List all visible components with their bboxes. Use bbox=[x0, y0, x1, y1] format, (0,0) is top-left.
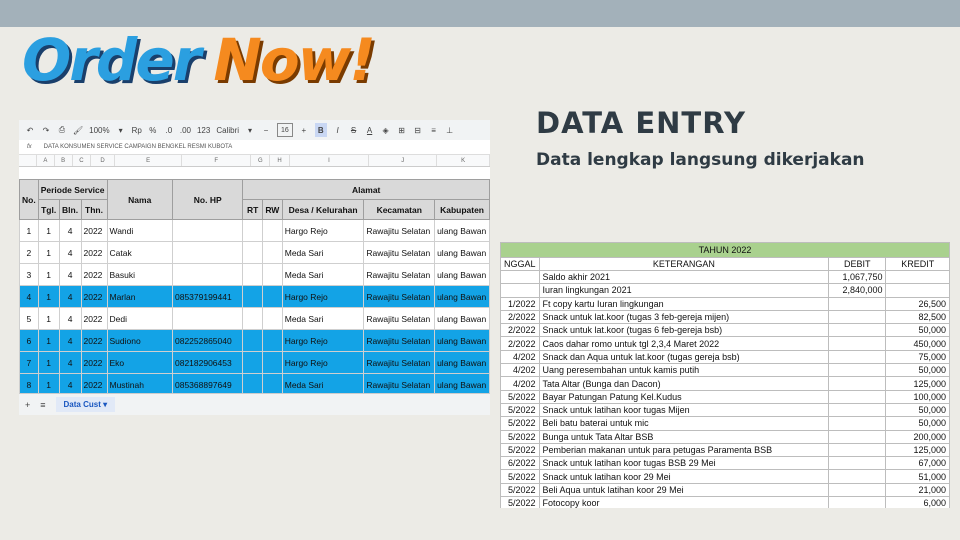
cell-kec[interactable]: Rawajitu Selatan bbox=[364, 374, 435, 396]
header-nama: Nama bbox=[107, 180, 172, 220]
ledger-row bbox=[501, 284, 950, 297]
header-thn: Thn. bbox=[81, 200, 107, 220]
cell-kredit[interactable]: 67,000 bbox=[886, 457, 950, 470]
year-title: TAHUN 2022 bbox=[501, 243, 950, 258]
promo-word-now: Now! bbox=[213, 26, 374, 94]
sheet-toolbar bbox=[19, 120, 490, 140]
table-row bbox=[20, 220, 490, 242]
header-bln: Bln. bbox=[59, 200, 81, 220]
cell-rt[interactable] bbox=[243, 264, 262, 286]
cell-ket[interactable]: Saldo akhir 2021 bbox=[539, 271, 829, 284]
cell-tgl[interactable]: 2/2022 bbox=[501, 310, 540, 323]
valign-icon[interactable]: ⊥ bbox=[446, 125, 454, 135]
section-subheading: Data lengkap langsung dikerjakan bbox=[536, 150, 865, 170]
cell-no[interactable]: 5 bbox=[20, 308, 39, 330]
top-band bbox=[0, 0, 960, 27]
decrease-decimal-button[interactable]: .0 bbox=[165, 125, 173, 135]
cell-thn[interactable]: 2022 bbox=[81, 242, 107, 264]
font-size-increase-button[interactable]: + bbox=[301, 125, 307, 135]
cell-nama[interactable]: Basuki bbox=[107, 264, 172, 286]
cell-ket[interactable]: Pemberian makanan untuk para petugas Paramenta BSB bbox=[539, 443, 829, 456]
cell-kredit[interactable]: 6,000 bbox=[886, 497, 950, 508]
zoom-select[interactable]: 100% bbox=[89, 125, 110, 135]
cell-debit[interactable] bbox=[829, 350, 886, 363]
table-row bbox=[20, 308, 490, 330]
cell-desa[interactable]: Hargo Rejo bbox=[282, 220, 364, 242]
cell-hp[interactable]: 082252865040 bbox=[172, 330, 242, 352]
cell-kec[interactable]: Rawajitu Selatan bbox=[364, 352, 435, 374]
cell-bln[interactable]: 4 bbox=[59, 330, 81, 352]
paint-format-icon[interactable]: 🖌 bbox=[73, 125, 84, 135]
cell-tgl[interactable]: 1 bbox=[38, 242, 59, 264]
cell-kredit[interactable]: 51,000 bbox=[886, 470, 950, 483]
table-header-row bbox=[20, 180, 490, 200]
cell-ket[interactable]: Snack untuk lat.koor (tugas 3 feb-gereja mijen) bbox=[539, 310, 829, 323]
header-no: No. bbox=[20, 180, 39, 220]
header-kredit: KREDIT bbox=[886, 258, 950, 271]
header-rw: RW bbox=[262, 200, 282, 220]
cell-tgl[interactable]: 1 bbox=[38, 330, 59, 352]
header-kec: Kecamatan bbox=[364, 200, 435, 220]
ledger-row bbox=[501, 497, 950, 508]
cell-kab[interactable]: ulang Bawan bbox=[435, 374, 490, 396]
cell-kab[interactable]: ulang Bawan bbox=[435, 264, 490, 286]
cell-nama[interactable]: Marlan bbox=[107, 286, 172, 308]
cell-kredit[interactable] bbox=[886, 284, 950, 297]
col-letter[interactable]: J bbox=[369, 155, 437, 166]
header-kab: Kabupaten bbox=[435, 200, 490, 220]
cell-rw[interactable] bbox=[262, 308, 282, 330]
cell-rt[interactable] bbox=[243, 330, 262, 352]
undo-icon[interactable]: ↶ bbox=[26, 125, 34, 135]
cell-desa[interactable]: Meda Sari bbox=[282, 264, 364, 286]
cell-hp[interactable]: 085368897649 bbox=[172, 374, 242, 396]
sheet-tab-data-cust[interactable]: Data Cust ▾ bbox=[56, 397, 116, 412]
print-icon[interactable]: ⎙ bbox=[58, 125, 66, 134]
add-sheet-button[interactable]: + bbox=[25, 399, 31, 410]
cell-thn[interactable]: 2022 bbox=[81, 374, 107, 396]
ledger-row bbox=[501, 430, 950, 443]
header-desa: Desa / Kelurahan bbox=[282, 200, 364, 220]
cell-ket[interactable]: Snack dan Aqua untuk lat.koor (tugas gereja bsb) bbox=[539, 350, 829, 363]
table-subheader-row bbox=[20, 200, 490, 220]
cell-rw[interactable] bbox=[262, 242, 282, 264]
cell-debit[interactable] bbox=[829, 403, 886, 416]
cell-bln[interactable]: 4 bbox=[59, 220, 81, 242]
cell-nama[interactable]: Catak bbox=[107, 242, 172, 264]
col-letter[interactable]: H bbox=[270, 155, 289, 166]
cell-ket[interactable]: Snack untuk latihan koor 29 Mei bbox=[539, 470, 829, 483]
cell-tgl[interactable]: 5/2022 bbox=[501, 497, 540, 508]
cell-hp[interactable]: 085379199441 bbox=[172, 286, 242, 308]
year-row bbox=[501, 243, 950, 258]
cell-bln[interactable]: 4 bbox=[59, 352, 81, 374]
cell-bln[interactable]: 4 bbox=[59, 242, 81, 264]
cell-tgl[interactable]: 5/2022 bbox=[501, 417, 540, 430]
cell-debit[interactable] bbox=[829, 364, 886, 377]
cell-no[interactable]: 7 bbox=[20, 352, 39, 374]
cell-kredit[interactable]: 125,000 bbox=[886, 443, 950, 456]
ledger-header-row bbox=[501, 258, 950, 271]
ledger-row bbox=[501, 470, 950, 483]
cell-tgl[interactable]: 2/2022 bbox=[501, 324, 540, 337]
customer-spreadsheet bbox=[19, 120, 490, 415]
cell-kab[interactable]: ulang Bawan bbox=[435, 330, 490, 352]
cell-debit[interactable] bbox=[829, 457, 886, 470]
redo-icon[interactable]: ↷ bbox=[42, 125, 50, 135]
cell-rt[interactable] bbox=[243, 242, 262, 264]
cell-debit[interactable] bbox=[829, 497, 886, 508]
header-debit: DEBIT bbox=[829, 258, 886, 271]
table-row bbox=[20, 352, 490, 374]
cell-tgl[interactable]: 2/2022 bbox=[501, 337, 540, 350]
col-letter[interactable]: A bbox=[37, 155, 54, 166]
cell-tgl[interactable]: 5/2022 bbox=[501, 470, 540, 483]
header-tgl: Tgl. bbox=[38, 200, 59, 220]
cell-hp[interactable]: 082182906453 bbox=[172, 352, 242, 374]
cell-rw[interactable] bbox=[262, 220, 282, 242]
cell-ket[interactable]: Uang peresembahan untuk kamis putih bbox=[539, 364, 829, 377]
col-letter[interactable]: F bbox=[182, 155, 251, 166]
ledger-row bbox=[501, 350, 950, 363]
ledger-row bbox=[501, 337, 950, 350]
fill-color-icon[interactable]: ◈ bbox=[382, 125, 389, 135]
promo-word-order: Order bbox=[22, 26, 200, 94]
cell-debit[interactable] bbox=[829, 470, 886, 483]
cell-kab[interactable]: ulang Bawan bbox=[435, 352, 490, 374]
cell-kredit[interactable]: 50,000 bbox=[886, 403, 950, 416]
cell-ket[interactable]: Ft copy kartu Iuran lingkungan bbox=[539, 297, 829, 310]
cell-kredit[interactable]: 21,000 bbox=[886, 483, 950, 496]
cell-kredit[interactable]: 50,000 bbox=[886, 364, 950, 377]
cell-rw[interactable] bbox=[262, 264, 282, 286]
customer-table bbox=[19, 179, 490, 396]
ledger-row bbox=[501, 483, 950, 496]
cell-debit[interactable]: 2,840,000 bbox=[829, 284, 886, 297]
cell-debit[interactable] bbox=[829, 390, 886, 403]
ledger-table bbox=[500, 242, 950, 508]
section-heading: DATA ENTRY bbox=[536, 106, 746, 140]
cell-kab[interactable]: ulang Bawan bbox=[435, 220, 490, 242]
cell-kec[interactable]: Rawajitu Selatan bbox=[364, 220, 435, 242]
table-row bbox=[20, 242, 490, 264]
cell-ket[interactable]: Beli batu baterai untuk mic bbox=[539, 417, 829, 430]
all-sheets-button[interactable]: ≡ bbox=[40, 399, 46, 410]
table-row bbox=[20, 330, 490, 352]
cell-nama[interactable]: Dedi bbox=[107, 308, 172, 330]
cell-hp[interactable] bbox=[172, 308, 242, 330]
cell-rw[interactable] bbox=[262, 286, 282, 308]
cell-tgl[interactable]: 5/2022 bbox=[501, 430, 540, 443]
col-letter[interactable]: E bbox=[115, 155, 182, 166]
cell-tgl[interactable] bbox=[501, 271, 540, 284]
cell-hp[interactable] bbox=[172, 264, 242, 286]
header-periode: Periode Service bbox=[38, 180, 107, 200]
cell-debit[interactable] bbox=[829, 483, 886, 496]
cell-tgl[interactable]: 1 bbox=[38, 308, 59, 330]
bold-button[interactable]: B bbox=[315, 123, 327, 137]
cell-debit[interactable] bbox=[829, 310, 886, 323]
cell-tgl[interactable]: 1/2022 bbox=[501, 297, 540, 310]
col-letter[interactable]: K bbox=[437, 155, 490, 166]
cell-kab[interactable]: ulang Bawan bbox=[435, 308, 490, 330]
cell-no[interactable]: 1 bbox=[20, 220, 39, 242]
header-rt: RT bbox=[243, 200, 262, 220]
cell-desa[interactable]: Hargo Rejo bbox=[282, 286, 364, 308]
table-row bbox=[20, 286, 490, 308]
cell-nama[interactable]: Eko bbox=[107, 352, 172, 374]
cell-debit[interactable] bbox=[829, 337, 886, 350]
cell-desa[interactable]: Hargo Rejo bbox=[282, 352, 364, 374]
cell-kredit[interactable]: 50,000 bbox=[886, 324, 950, 337]
header-alamat: Alamat bbox=[243, 180, 490, 200]
cell-kec[interactable]: Rawajitu Selatan bbox=[364, 242, 435, 264]
cell-tgl[interactable]: 1 bbox=[38, 374, 59, 396]
ledger-row bbox=[501, 417, 950, 430]
cell-hp[interactable] bbox=[172, 220, 242, 242]
strikethrough-button[interactable]: S bbox=[350, 125, 357, 135]
cell-rw[interactable] bbox=[262, 330, 282, 352]
fx-icon: fx bbox=[27, 144, 32, 150]
cell-tgl[interactable]: 1 bbox=[38, 352, 59, 374]
cell-rt[interactable] bbox=[243, 352, 262, 374]
cell-tgl[interactable]: 4/202 bbox=[501, 377, 540, 390]
text-color-button[interactable]: A bbox=[366, 125, 373, 135]
cell-kredit[interactable]: 50,000 bbox=[886, 417, 950, 430]
cell-ket[interactable]: Snack untuk latihan koor tugas Mijen bbox=[539, 403, 829, 416]
ledger-row bbox=[501, 390, 950, 403]
cell-debit[interactable] bbox=[829, 417, 886, 430]
currency-format-button[interactable]: Rp bbox=[131, 125, 142, 135]
cell-rt[interactable] bbox=[243, 220, 262, 242]
cell-ket[interactable]: Fotocopy koor bbox=[539, 497, 829, 508]
col-letter[interactable]: C bbox=[73, 155, 91, 166]
sheet-tab-bar bbox=[19, 393, 490, 415]
cell-ket[interactable]: Tata Altar (Bunga dan Dacon) bbox=[539, 377, 829, 390]
header-hp: No. HP bbox=[172, 180, 242, 220]
order-now-banner bbox=[22, 27, 374, 93]
cell-desa[interactable]: Meda Sari bbox=[282, 242, 364, 264]
cell-thn[interactable]: 2022 bbox=[81, 286, 107, 308]
col-letter[interactable]: D bbox=[91, 155, 115, 166]
cell-kredit[interactable] bbox=[886, 271, 950, 284]
col-letter[interactable]: I bbox=[290, 155, 370, 166]
cell-kab[interactable]: ulang Bawan bbox=[435, 242, 490, 264]
cell-nama[interactable]: Mustinah bbox=[107, 374, 172, 396]
chevron-down-icon: ▾ bbox=[118, 125, 123, 135]
ledger-row bbox=[501, 377, 950, 390]
ledger-spreadsheet bbox=[500, 242, 950, 508]
ledger-row bbox=[501, 310, 950, 323]
cell-no[interactable]: 2 bbox=[20, 242, 39, 264]
cell-no[interactable]: 4 bbox=[20, 286, 39, 308]
cell-kec[interactable]: Rawajitu Selatan bbox=[364, 264, 435, 286]
cell-hp[interactable] bbox=[172, 242, 242, 264]
ledger-row bbox=[501, 403, 950, 416]
cell-nama[interactable]: Sudiono bbox=[107, 330, 172, 352]
increase-decimal-button[interactable]: .00 bbox=[179, 125, 191, 135]
header-tanggal: NGGAL bbox=[501, 258, 540, 271]
cell-tgl[interactable]: 5/2022 bbox=[501, 483, 540, 496]
cell-debit[interactable] bbox=[829, 430, 886, 443]
cell-tgl[interactable]: 1 bbox=[38, 220, 59, 242]
borders-icon[interactable]: ⊞ bbox=[398, 125, 405, 135]
cell-bln[interactable]: 4 bbox=[59, 308, 81, 330]
cell-thn[interactable]: 2022 bbox=[81, 352, 107, 374]
cell-nama[interactable]: Wandi bbox=[107, 220, 172, 242]
cell-kredit[interactable]: 125,000 bbox=[886, 377, 950, 390]
cell-kredit[interactable]: 26,500 bbox=[886, 297, 950, 310]
cell-thn[interactable]: 2022 bbox=[81, 264, 107, 286]
font-size-decrease-button[interactable]: − bbox=[263, 125, 269, 135]
ledger-row bbox=[501, 364, 950, 377]
cell-ket[interactable]: Snack untuk lat.koor (tugas 6 feb-gereja bsb) bbox=[539, 324, 829, 337]
cell-kredit[interactable]: 450,000 bbox=[886, 337, 950, 350]
cell-debit[interactable]: 1,067,750 bbox=[829, 271, 886, 284]
cell-rw[interactable] bbox=[262, 352, 282, 374]
cell-tgl[interactable]: 5/2022 bbox=[501, 403, 540, 416]
font-size-input[interactable]: 16 bbox=[277, 123, 293, 137]
col-letter[interactable]: B bbox=[55, 155, 73, 166]
merge-cells-icon[interactable]: ⊟ bbox=[414, 125, 421, 135]
cell-kec[interactable]: Rawajitu Selatan bbox=[364, 308, 435, 330]
formula-bar[interactable] bbox=[19, 140, 490, 155]
ledger-row bbox=[501, 271, 950, 284]
ledger-row bbox=[501, 457, 950, 470]
cell-tgl[interactable]: 1 bbox=[38, 286, 59, 308]
cell-rt[interactable] bbox=[243, 308, 262, 330]
sheet-tab-label: Data Cust bbox=[63, 400, 101, 409]
cell-bln[interactable]: 4 bbox=[59, 264, 81, 286]
cell-tgl[interactable]: 5/2022 bbox=[501, 443, 540, 456]
formula-content: DATA KONSUMEN SERVICE CAMPAIGN BENGKEL RESMI KUBOTA bbox=[43, 144, 233, 150]
cell-no[interactable]: 8 bbox=[20, 374, 39, 396]
cell-ket[interactable]: Caos dahar romo untuk tgl 2,3,4 Maret 2022 bbox=[539, 337, 829, 350]
cell-kec[interactable]: Rawajitu Selatan bbox=[364, 330, 435, 352]
cell-desa[interactable]: Meda Sari bbox=[282, 308, 364, 330]
cell-desa[interactable]: Hargo Rejo bbox=[282, 330, 364, 352]
ledger-row bbox=[501, 297, 950, 310]
cell-no[interactable]: 3 bbox=[20, 264, 39, 286]
cell-kredit[interactable]: 75,000 bbox=[886, 350, 950, 363]
cell-kredit[interactable]: 200,000 bbox=[886, 430, 950, 443]
cell-ket[interactable]: Beli Aqua untuk latihan koor 29 Mei bbox=[539, 483, 829, 496]
column-headers bbox=[19, 155, 490, 167]
cell-tgl[interactable] bbox=[501, 284, 540, 297]
percent-format-button[interactable]: % bbox=[149, 125, 157, 135]
number-format-button[interactable]: 123 bbox=[196, 125, 211, 135]
cell-ket[interactable]: Iuran lingkungan 2021 bbox=[539, 284, 829, 297]
cell-thn[interactable]: 2022 bbox=[81, 308, 107, 330]
cell-desa[interactable]: Meda Sari bbox=[282, 374, 364, 396]
cell-tgl[interactable]: 4/202 bbox=[501, 364, 540, 377]
cell-thn[interactable]: 2022 bbox=[81, 330, 107, 352]
chevron-down-icon: ▾ bbox=[248, 125, 253, 135]
font-select[interactable]: Calibri bbox=[216, 125, 240, 135]
cell-kredit[interactable]: 100,000 bbox=[886, 390, 950, 403]
cell-tgl[interactable]: 1 bbox=[38, 264, 59, 286]
header-keterangan: KETERANGAN bbox=[539, 258, 829, 271]
align-icon[interactable]: ≡ bbox=[431, 125, 436, 135]
cell-debit[interactable] bbox=[829, 443, 886, 456]
cell-bln[interactable]: 4 bbox=[59, 286, 81, 308]
cell-debit[interactable] bbox=[829, 297, 886, 310]
ledger-row bbox=[501, 443, 950, 456]
cell-debit[interactable] bbox=[829, 377, 886, 390]
ledger-row bbox=[501, 324, 950, 337]
cell-kec[interactable]: Rawajitu Selatan bbox=[364, 286, 435, 308]
cell-tgl[interactable]: 6/2022 bbox=[501, 457, 540, 470]
cell-debit[interactable] bbox=[829, 324, 886, 337]
cell-tgl[interactable]: 5/2022 bbox=[501, 390, 540, 403]
cell-thn[interactable]: 2022 bbox=[81, 220, 107, 242]
cell-kab[interactable]: ulang Bawan bbox=[435, 286, 490, 308]
table-row bbox=[20, 264, 490, 286]
cell-kredit[interactable]: 82,500 bbox=[886, 310, 950, 323]
cell-tgl[interactable]: 4/202 bbox=[501, 350, 540, 363]
cell-no[interactable]: 6 bbox=[20, 330, 39, 352]
cell-bln[interactable]: 4 bbox=[59, 374, 81, 396]
cell-ket[interactable]: Bunga untuk Tata Altar BSB bbox=[539, 430, 829, 443]
cell-ket[interactable]: Snack untuk latihan koor tugas BSB 29 Mei bbox=[539, 457, 829, 470]
italic-button[interactable]: I bbox=[336, 125, 339, 135]
col-letter[interactable]: G bbox=[251, 155, 270, 166]
cell-rt[interactable] bbox=[243, 286, 262, 308]
cell-ket[interactable]: Bayar Patungan Patung Kel.Kudus bbox=[539, 390, 829, 403]
